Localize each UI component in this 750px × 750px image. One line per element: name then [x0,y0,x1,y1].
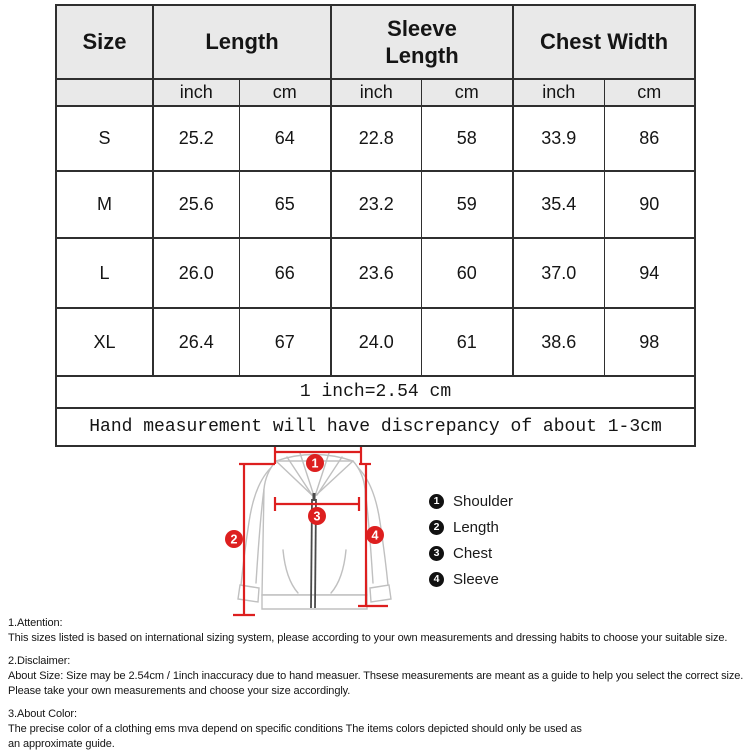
table-row [56,238,695,308]
table-row [56,308,695,376]
table-row [56,106,695,171]
about-color-section [8,707,748,750]
conversion-row [56,376,695,408]
size-table [55,4,696,447]
unit-cell-empty [56,79,153,106]
value-cell: 35.4 [513,171,604,238]
col-header-sleeve-length [331,5,513,79]
unit-cell-cm: cm [421,79,513,106]
section-line: The precise color of a clothing ems mva depend on specific conditions The items colors depicted should only be used as [8,723,582,735]
attention-section [8,616,748,646]
section-line: About Size: Size may be 2.54cm / 1inch inaccuracy due to hand measuer. Thsese measurements are meant as a guide to help you select the correct size. [8,670,744,682]
col-header-chest-width: Chest Width [513,5,695,79]
col-header-length: Length [153,5,331,79]
value-cell: 59 [421,171,513,238]
value-cell: 23.6 [331,238,421,308]
legend-label: Sleeve [453,571,499,588]
value-cell: 22.8 [331,106,421,171]
conversion-note: 1 inch=2.54 cm [56,376,695,408]
marker-4: 4 [371,528,379,543]
disclaimer-section [8,654,748,699]
section-title: 3.About Color: [8,708,77,720]
value-cell: 86 [604,106,695,171]
table-header-row [56,5,695,79]
value-cell: 26.0 [153,238,239,308]
size-cell: S [56,106,153,171]
marker-3: 3 [313,509,321,524]
hoodie-diagram [213,447,413,619]
value-cell: 60 [421,238,513,308]
size-cell: L [56,238,153,308]
value-cell: 37.0 [513,238,604,308]
table-row [56,171,695,238]
size-cell: M [56,171,153,238]
value-cell: 58 [421,106,513,171]
notes-block [8,616,748,750]
value-cell: 25.2 [153,106,239,171]
value-cell: 98 [604,308,695,376]
hand-measure-row [56,408,695,446]
value-cell: 38.6 [513,308,604,376]
value-cell: 66 [239,238,331,308]
section-line: an approximate guide. [8,738,115,750]
value-cell: 23.2 [331,171,421,238]
table-units-row [56,79,695,106]
unit-cell-inch: inch [331,79,421,106]
value-cell: 26.4 [153,308,239,376]
value-cell: 64 [239,106,331,171]
circled-number-icon: 3 [429,546,444,561]
sleeve-length-label: Sleeve Length [385,15,459,68]
circled-number-icon: 2 [429,520,444,535]
legend-label: Chest [453,545,493,562]
unit-cell-cm: cm [239,79,331,106]
col-header-size: Size [56,5,153,79]
value-cell: 24.0 [331,308,421,376]
marker-2: 2 [230,532,238,547]
unit-cell-cm: cm [604,79,695,106]
value-cell: 67 [239,308,331,376]
legend-label: Length [453,519,499,536]
section-title: 1.Attention: [8,617,63,629]
size-cell: XL [56,308,153,376]
value-cell: 33.9 [513,106,604,171]
section-line: This sizes listed is based on international sizing system, please according to your own measurements and dressing habits to choose your suitable size. [8,632,728,644]
unit-cell-inch: inch [153,79,239,106]
value-cell: 94 [604,238,695,308]
value-cell: 61 [421,308,513,376]
legend-item-sleeve [429,572,513,587]
value-cell: 25.6 [153,171,239,238]
legend-item-shoulder [429,494,513,509]
value-cell: 90 [604,171,695,238]
legend-item-length [429,520,513,535]
circled-number-icon: 4 [429,572,444,587]
unit-cell-inch: inch [513,79,604,106]
hand-measure-note: Hand measurement will have discrepancy of about 1-3cm [56,408,695,446]
circled-number-icon: 1 [429,494,444,509]
value-cell: 65 [239,171,331,238]
legend-item-chest [429,546,513,561]
section-line: Please take your own measurements and choose your size accordingly. [8,685,351,697]
measurement-legend [429,494,513,598]
legend-label: Shoulder [453,493,514,510]
section-title: 2.Disclaimer: [8,655,71,667]
marker-1: 1 [311,456,319,471]
